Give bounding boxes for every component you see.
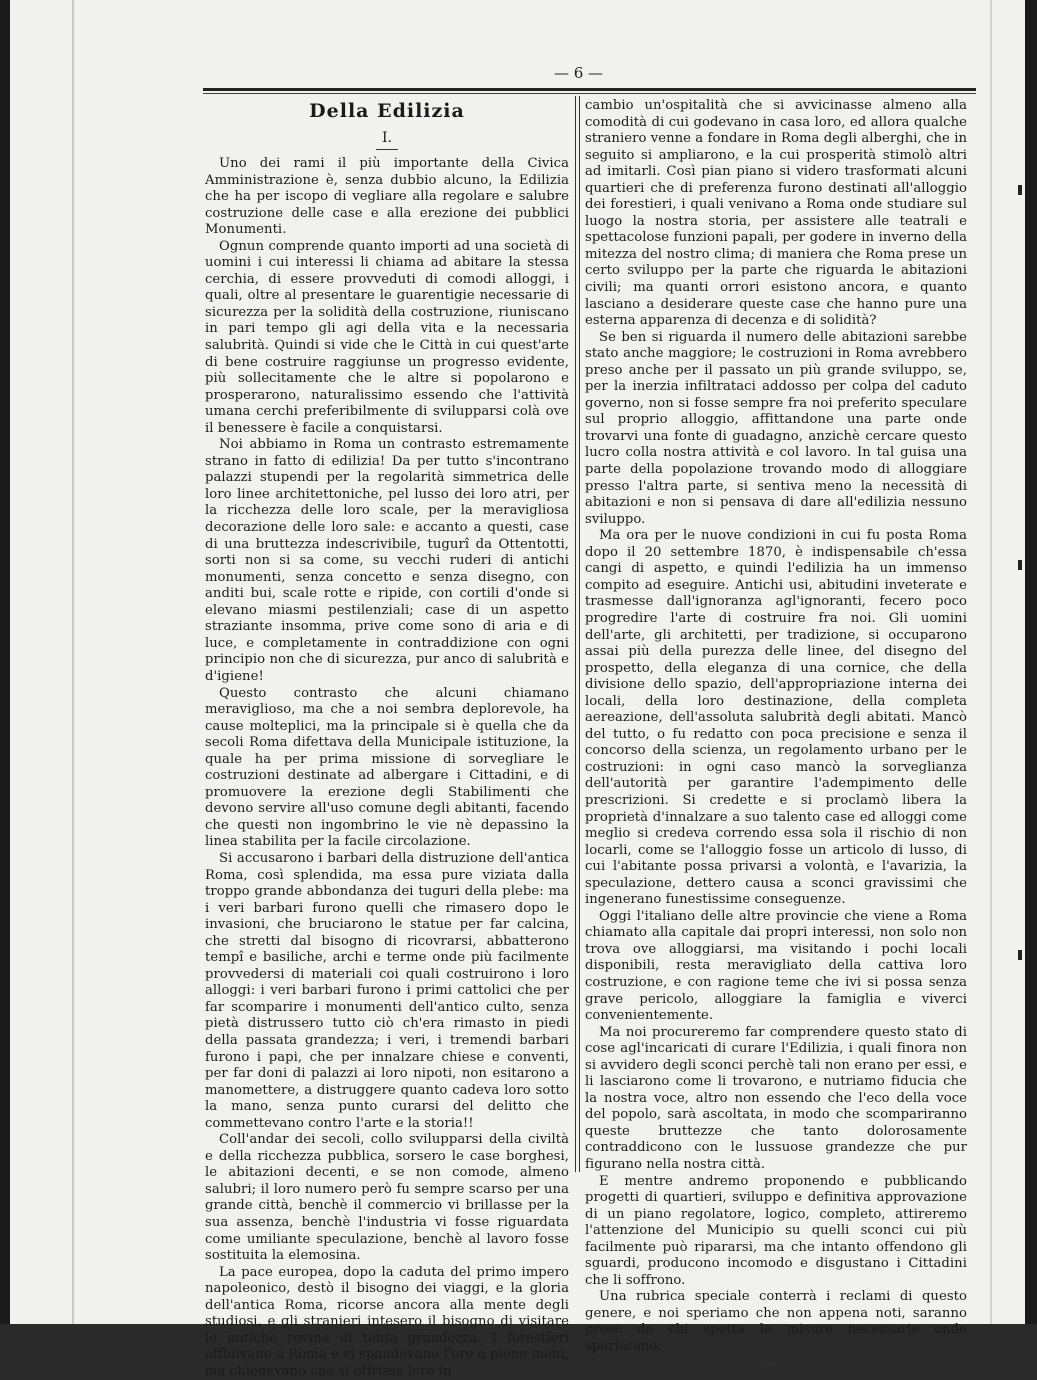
paragraph: Si accusarono i barbari della distruzione dell'antica Roma, così splendida, ma essa pure viziata dalla troppo grande abbondanza dei tuguri della plebe: ma i veri barbari furono quelli che rimasero dopo le invasioni, che bruciarono le statue per far calcina, che stretti dal bisogno di ricovrarsi, abbatterono tempî e basiliche, archi e terme onde più facilmente provvedersi di materiali coi quali costruirono i loro alloggi: i veri barbari furono i primi cattolici che per far scomparire i monumenti dell'antico culto, senza pietà distrussero tutto ciò ch'era rimasto in piedi della passata grandezza; i veri, i tremendi barbari furono i papi, che per innalzare chiese e conventi, per far doni di palazzi ai loro nipoti, non esitarono a manomettere, a distruggere quanto cadeva loro sotto la mano, senza punto curarsi del delitto che commettevano contro l'arte e la storia!! bbox=[205, 850, 569, 1131]
paragraph: Se ben si riguarda il numero delle abitazioni sarebbe stato anche maggiore; le costruzioni in Roma avrebbero preso anche per il passato un più grande sviluppo, se, per la inerzia infiltrataci addosso per colpa del caduto governo, non si fosse sempre fra noi preferito speculare sul proprio alloggio, affittandone una parte onde trovarvi una fonte di guadagno, anzichè cercare questo lucro colla nostra attività e col lavoro. In tal guisa una parte della popolazione trovando modo di alloggiare presso l'altra parte, si sentiva meno la necessità di abitazioni e non si pensava di dare all'edilizia nessuno sviluppo. bbox=[585, 329, 967, 527]
header-rule-thin bbox=[203, 93, 976, 94]
paragraph: Ognun comprende quanto importi ad una società di uomini i cui interessi li chiama ad abitare la stessa cerchia, di essere provveduti di comodi alloggi, i quali, oltre al presentare le guarentigie necessarie di sicurezza per la solidità della costruzione, riuniscano in pari tempo gli agi della vita e la necessaria salubrità. Quindi si vide che le Città in cui quest'arte di bene costruire raggiunse un progresso evidente, più sollecitamente che le altre si popolarono e prosperarono, naturalissimo essendo che l'attività umana cerchi preferibilmente di svilupparsi colà ove il benessere è facile a conquistarsi. bbox=[205, 238, 569, 436]
header-rule bbox=[203, 88, 976, 91]
end-rule bbox=[763, 1364, 777, 1365]
paragraph: Oggi l'italiano delle altre provincie che viene a Roma chiamato alla capitale dai propri interessi, non solo non trova ove alloggiarsi, ma visitando i pochi locali disponibili, resta meravigliato della cattiva loro costruzione, e con ragione teme che ivi si possa senza grave pericolo, alloggiare la famiglia e viverci convenientemente. bbox=[585, 908, 967, 1024]
title-rule bbox=[376, 149, 398, 150]
paragraph: Ma ora per le nuove condizioni in cui fu posta Roma dopo il 20 settembre 1870, è indispensabile ch'essa cangi di aspetto, e quindi l'edilizia ha un immenso compito ad eseguire. Antichi usi, abitudini inveterate e trasmesse dall'ignoranza agl'ignoranti, fecero poco progredire l'arte di costruire fra noi. Gli uomini dell'arte, gli architetti, per tradizione, si occuparono assai più della purezza delle linee, del disegno del prospetto, della eleganza di una cornice, che della divisione dello spazio, dell'appropriazione interna dei locali, della loro destinazione, della completa aereazione, dell'assoluta salubrità degli abitati. Mancò del tutto, o fu redatto con poca precisione e senza il concorso della scienza, un regolamento urbano per le costruzioni: in ogni caso mancò la sorveglianza dell'autorità per garantire l'adempimento delle prescrizioni. Si credette e si proclamò libera la proprietà d'innalzare a suo talento case ed alloggi come meglio si credeva correndo essa sola il rischio di non locarli, come se l'alloggio fosse un articolo di lusso, di cui l'abitante possa privarsi a volontà, e l'avarizia, la speculazione, dettero causa a sconci gravissimi che ingenerano funestissime conseguenze. bbox=[585, 528, 967, 908]
paragraph: Ma noi procureremo far comprendere questo stato di cose agl'incaricati di curare l'Edilizia, i quali finora non si avvidero degli sconci perchè tali non erano per essi, e li lasciarono come li trovarono, e nutriamo fiducia che la nostra voce, altro non essendo che l'eco della voce del popolo, sarà ascoltata, in modo che scompariranno queste bruttezze che tanto dolorosamente contraddicono con le lussuose grandezze che pur figurano nella nostra città. bbox=[585, 1024, 967, 1172]
paragraph: cambio un'ospitalità che si avvicinasse almeno alla comodità di cui godevano in casa loro, ed allora qualche straniero venne a fondare in Roma degli alberghi, che in seguito si ampliarono, e la cui prosperità stimolò altri ad imitarli. Così pian piano si videro trasformati alcuni quartieri che di preferenza furono destinati all'alloggio dei forestieri, i quali venivano a Roma onde studiare sul luogo la nostra storia, per assistere alle teatrali e spettacolose funzioni papali, per godere in inverno della mitezza del nostro clima; di maniera che Roma prese un certo sviluppo per la parte che riguarda le abitazioni civili; ma quanti orrori esistono ancora, e quanto lasciano a desiderare queste case che hanno pure una esterna apparenza di decenza e di solidità? bbox=[585, 98, 967, 329]
scan-border-left bbox=[0, 0, 10, 1324]
paragraph: La pace europea, dopo la caduta del primo impero napoleonico, destò il bisogno dei viaggi, e la gloria dell'antica Roma, ricorse ancora alla mente degli studiosi, e gli stranieri intesero il bisogno di visitare le antiche rovine di tanta grandezza. I forestieri affluivano a Roma e vi spandevano l'oro a piene mani, ma chiedevano che si offrisse loro in bbox=[205, 1264, 569, 1379]
paragraph: Uno dei rami il più importante della Civica Amministrazione è, senza dubbio alcuno, la Edilizia che ha per iscopo di vegliare alla regolare e salubre costruzione delle case e alla erezione dei pubblici Monumenti. bbox=[205, 156, 569, 238]
paragraph: Una rubrica speciale conterrà i reclami di questo genere, e noi speriamo che non appena noti, saranno prese da chi spetta le misure necessarie onde spariscano. bbox=[585, 1289, 967, 1355]
paragraph: E mentre andremo proponendo e pubblicando progetti di quartieri, sviluppo e definitiva approvazione di un piano regolatore, logico, completo, attireremo l'attenzione del Municipio su quelli sconci cui più facilmente può ripararsi, ma che intanto offendono gli sguardi, producono incomodo e disgustano i Cittadini che li soffrono. bbox=[585, 1173, 967, 1288]
paragraph: Noi abbiamo in Roma un contrasto estremamente strano in fatto di edilizia! Da per tutto s'incontrano palazzi stupendi per la regolarità simmetrica delle loro linee architettoniche, pel lusso dei loro atri, per la ricchezza delle loro scale, per la meravigliosa decorazione delle loro sale: e accanto a questi, case di una bruttezza indescrivibile, tugurî da Ottentotti, sorti non si sa come, su vecchi ruderi di antichi monumenti, senza concetto e senza disegno, con anditi bui, scale rotte e ripide, con cortili d'onde si elevano miasmi pestilenziali; case di un aspetto straziante insomma, prive come sono di aria e di luce, e completamente in contraddizione con ogni principio non che di sicurezza, pur anco di salubrità e d'igiene! bbox=[205, 437, 569, 684]
section-number: I. bbox=[381, 130, 393, 146]
paragraph: Questo contrasto che alcuni chiamano meraviglioso, ma che a noi sembra deplorevole, ha cause molteplici, ma la principale si è quella che da secoli Roma difettava della Municipale istituzione, la quale ha per prima missione di sorvegliare le costruzioni destinate ad albergare i Cittadini, e di promuovere la erezione degli Stabilimenti che devono servire all'uso comune degli abitanti, facendo che questi non ingombrino le vie nè depassino la linea stabilita per la facile circolazione. bbox=[205, 685, 569, 850]
scan-border-right bbox=[1025, 0, 1037, 1324]
right-column bbox=[585, 98, 967, 1365]
article-title: Della Edilizia bbox=[309, 100, 465, 122]
page-fold-left bbox=[72, 0, 74, 1324]
column-divider bbox=[575, 96, 576, 1172]
page-fold-right bbox=[990, 0, 992, 1324]
edge-mark bbox=[1018, 185, 1022, 195]
page-number: — 6 — bbox=[553, 64, 604, 82]
edge-mark bbox=[1018, 950, 1022, 960]
edge-mark bbox=[1018, 560, 1022, 570]
left-column bbox=[205, 98, 569, 1380]
paragraph: Coll'andar dei secoli, collo svilupparsi della civiltà e della ricchezza pubblica, sorsero le case borghesi, le abitazioni decenti, e se non comode, almeno salubri; il loro numero però fu sempre scarso per una grande città, benchè il commercio vi brillasse per la sua assenza, benchè l'industria vi fosse riguardata come umiliante speculazione, benchè al lavoro fosse sostituita la elemosina. bbox=[205, 1132, 569, 1264]
